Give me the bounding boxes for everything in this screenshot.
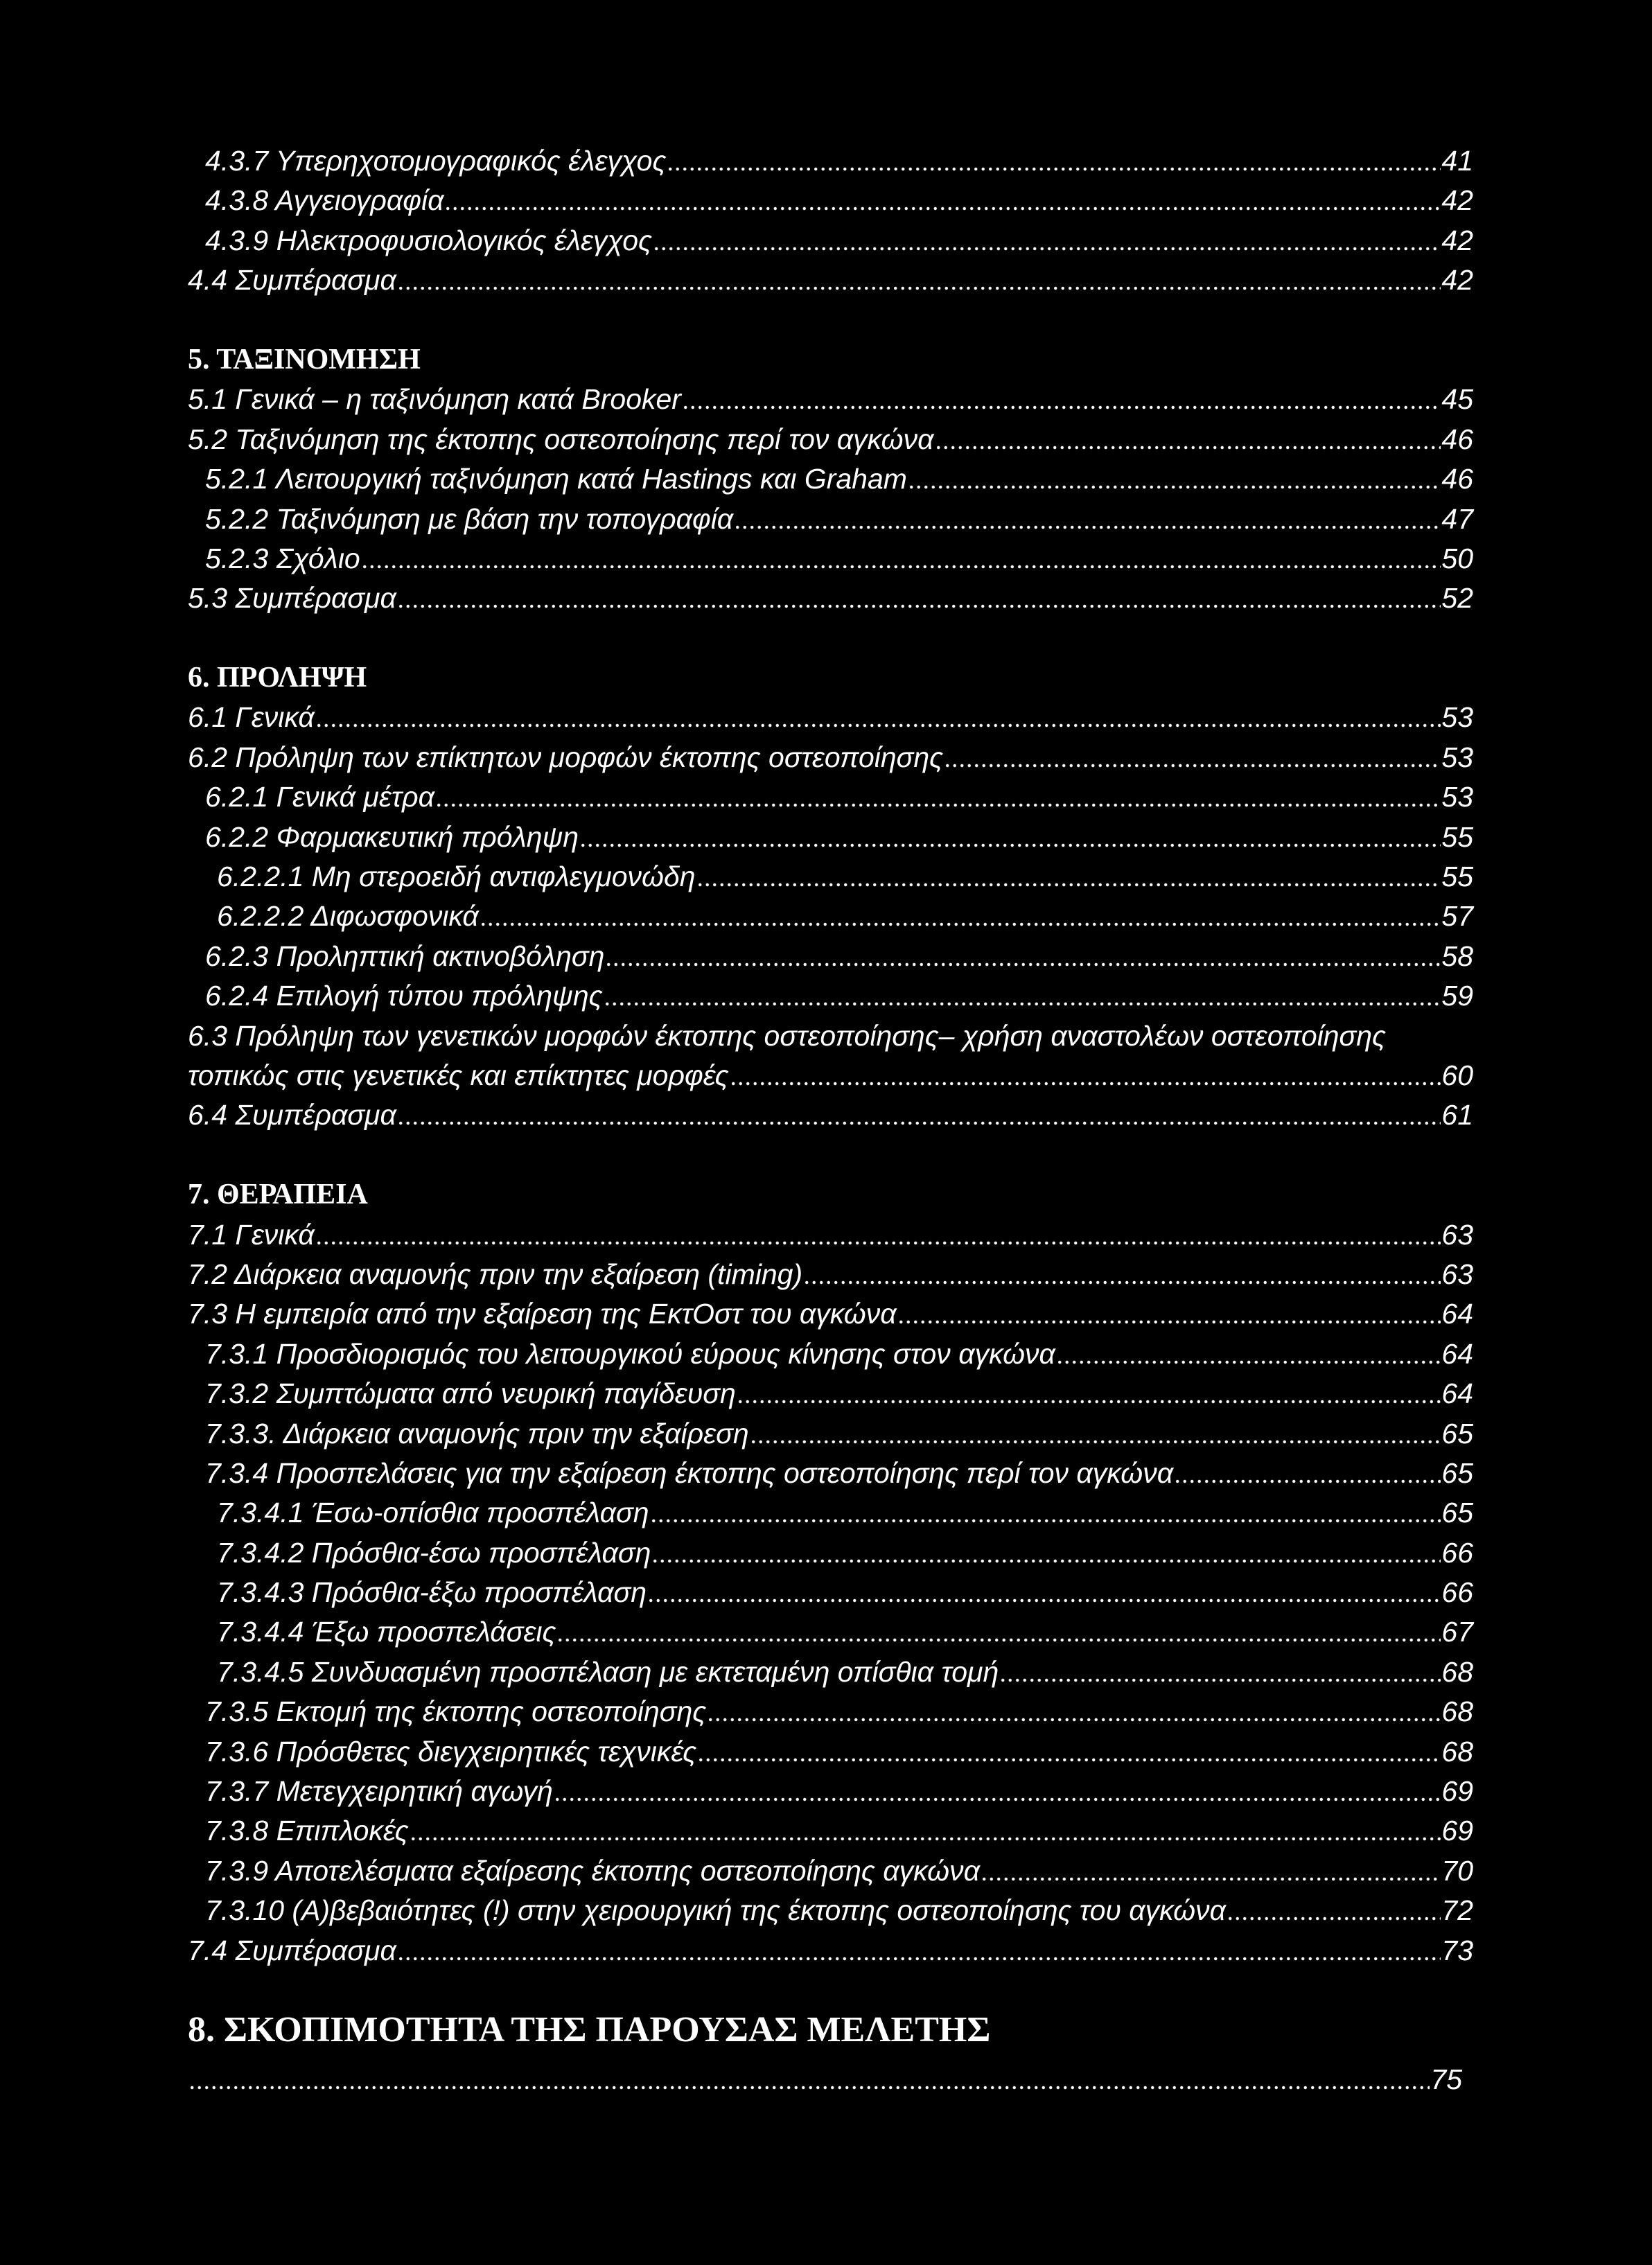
- toc-entry: [188, 1931, 1473, 1971]
- toc-entry-page: 55: [1441, 861, 1473, 893]
- toc-entry-page: 69: [1441, 1775, 1473, 1808]
- toc-entry-page: 50: [1441, 542, 1473, 574]
- toc-entry-page: 68: [1441, 1655, 1473, 1688]
- section-heading: 5. ΤΑΞΙΝΟΜΗΣΗ: [188, 343, 421, 376]
- leader-dots: [999, 1653, 1441, 1692]
- toc-entry-page: 65: [1441, 1497, 1473, 1529]
- leader-dots: [897, 1294, 1441, 1334]
- toc-entry-page: 42: [1441, 184, 1473, 217]
- toc-entry: [188, 1255, 1473, 1294]
- toc-entry-page: 64: [1441, 1377, 1473, 1410]
- toc-entry-title: 6.2.4 Επιλογή τύπου πρόληψης: [205, 980, 603, 1012]
- toc-entry: [188, 1215, 1473, 1255]
- toc-entry-title: 7.4 Συμπέρασμα: [188, 1934, 396, 1966]
- toc-entry-page: 52: [1441, 582, 1473, 615]
- toc-entry: [188, 1334, 1473, 1374]
- leader-dots: [981, 1851, 1441, 1891]
- leader-dots: [682, 380, 1441, 419]
- toc-entry-title: 5.3 Συμπέρασμα: [188, 582, 396, 615]
- toc-entry-page: 55: [1441, 820, 1473, 853]
- toc-entry: [188, 459, 1473, 499]
- toc-entry: [188, 420, 1473, 459]
- toc-entry-title: 6.2.2 Φαρμακευτική πρόληψη: [205, 820, 579, 853]
- toc-entry: [188, 1851, 1473, 1891]
- toc-entry: [188, 738, 1473, 777]
- leader-dots: [579, 818, 1441, 857]
- leader-dots: [188, 2060, 1430, 2099]
- leader-dots: [730, 1056, 1441, 1095]
- toc-entry-title: 4.4 Συμπέρασμα: [188, 264, 396, 297]
- toc-entry-page: 63: [1441, 1258, 1473, 1290]
- toc-entry-page: 42: [1441, 264, 1473, 297]
- toc-entry-title: 4.3.8 Αγγειογραφία: [205, 184, 444, 217]
- toc-entry-title: 7.3.6 Πρόσθετες διεγχειρητικές τεχνικές: [205, 1735, 697, 1768]
- toc-entry: [188, 221, 1473, 261]
- toc-entry-title: 7.3.2 Συμπτώματα από νευρική παγίδευση: [205, 1377, 736, 1410]
- toc-entry-title: 7.2 Διάρκεια αναμονής πριν την εξαίρεση (timing): [188, 1258, 803, 1290]
- toc-entry-title: 6.2.3 Προληπτική ακτινοβόληση: [205, 940, 605, 972]
- leader-dots: [604, 976, 1441, 1016]
- toc-entry-page: 68: [1441, 1695, 1473, 1728]
- toc-entry-page: 68: [1441, 1735, 1473, 1768]
- toc-entry-page: 53: [1441, 741, 1473, 773]
- toc-entry-title: 5.2 Ταξινόμηση της έκτοπης οστεοποίησης περί τον αγκώνα: [188, 423, 934, 455]
- toc-entry: [188, 1493, 1473, 1533]
- toc-entry: [188, 1653, 1473, 1692]
- leader-dots: [444, 181, 1441, 220]
- toc-entry-title: 7.3.4.4 Έξω προσπελάσεις: [217, 1616, 556, 1648]
- toc-entry: [188, 1732, 1473, 1772]
- leader-dots: [315, 1215, 1441, 1255]
- toc-entry-title: 6.2.2.1 Μη στεροειδή αντιφλεγμονώδη: [217, 861, 696, 893]
- leader-dots: [1227, 1891, 1441, 1930]
- leader-dots: [653, 221, 1441, 261]
- toc-entry: [188, 1573, 1473, 1612]
- toc-entry-page: 45: [1441, 383, 1473, 416]
- leader-dots: [605, 937, 1441, 976]
- toc-entry-title: 7.3.4.3 Πρόσθια-έξω προσπέλαση: [217, 1576, 647, 1609]
- toc-entry-page: 58: [1441, 940, 1473, 972]
- leader-dots: [397, 579, 1441, 618]
- toc-entry: [188, 539, 1473, 579]
- toc-entry: [188, 1772, 1473, 1811]
- leader-dots: [397, 1095, 1441, 1135]
- leader-dots: [707, 1692, 1441, 1731]
- toc-entry: [188, 1374, 1473, 1413]
- leader-dots: [556, 1612, 1441, 1652]
- toc-entry-title: 7.3.4.1 Έσω-οπίσθια προσπέλαση: [217, 1497, 649, 1529]
- toc-entry: [188, 380, 1473, 419]
- toc-entry-title: 6.2 Πρόληψη των επίκτητων μορφών έκτοπης οστεοποίησης: [188, 741, 944, 773]
- toc-entry: [188, 1533, 1473, 1573]
- toc-entry: [188, 2060, 1473, 2099]
- toc-entry: [188, 857, 1473, 897]
- leader-dots: [397, 1931, 1441, 1971]
- toc-entry-page: 66: [1441, 1576, 1473, 1609]
- toc-entry: [188, 1811, 1473, 1851]
- toc-entry-page: 75: [1430, 2063, 1462, 2095]
- toc-entry: [188, 976, 1473, 1016]
- leader-dots: [935, 420, 1441, 459]
- toc-entry-title-continued: τοπικώς στις γενετικές και επίκτητες μορφές: [188, 1059, 729, 1091]
- toc-entry-title: 4.3.9 Ηλεκτροφυσιολογικός έλεγχος: [205, 224, 652, 256]
- toc-entry-title: 7.3.8 Επιπλοκές: [205, 1815, 409, 1847]
- leader-dots: [734, 500, 1441, 539]
- toc-entry-title: 6.3 Πρόληψη των γενετικών μορφών έκτοπης οστεοποίησης– χρήση αναστολέων οστεοποίησης: [188, 1019, 1386, 1052]
- toc-entry: [188, 1891, 1473, 1930]
- leader-dots: [944, 738, 1441, 777]
- toc-entry: [188, 1095, 1473, 1135]
- toc-entry: [188, 1612, 1473, 1652]
- leader-dots: [667, 141, 1441, 181]
- leader-dots: [750, 1414, 1441, 1454]
- leader-dots: [908, 459, 1441, 499]
- leader-dots: [696, 857, 1441, 897]
- toc-entry-page: 65: [1441, 1417, 1473, 1449]
- leader-dots: [410, 1811, 1441, 1851]
- toc-entry-page: 41: [1441, 145, 1473, 177]
- toc-entry-page: 65: [1441, 1456, 1473, 1489]
- toc-entry-title: 6.2.2.2 Διφωσφονικά: [217, 900, 479, 933]
- leader-dots: [650, 1493, 1441, 1533]
- toc-entry-page: 53: [1441, 701, 1473, 734]
- leader-dots: [1174, 1454, 1441, 1493]
- leader-dots: [651, 1533, 1441, 1573]
- toc-entry-title: 7.3.3. Διάρκεια αναμονής πριν την εξαίρεση: [205, 1417, 749, 1449]
- toc-entry-title: 7.3.5 Εκτομή της έκτοπης οστεοποίησης: [205, 1695, 707, 1728]
- toc-entry-page: 53: [1441, 781, 1473, 813]
- toc-entry: [188, 579, 1473, 618]
- toc-entry-page: 47: [1441, 502, 1473, 535]
- section-heading: 7. ΘΕΡΑΠΕΙΑ: [188, 1179, 368, 1211]
- toc-entry-title: 7.3.4 Προσπελάσεις για την εξαίρεση έκτοπης οστεοποίησης περί τον αγκώνα: [205, 1456, 1174, 1489]
- toc-entry-title: 4.3.7 Υπερηχοτομογραφικός έλεγχος: [205, 145, 667, 177]
- toc-entry-title: 7.1 Γενικά: [188, 1218, 315, 1251]
- toc-entry: [188, 818, 1473, 857]
- toc-entry-page: 46: [1441, 463, 1473, 495]
- toc-entry-title: 7.3.9 Αποτελέσματα εξαίρεσης έκτοπης οστεοποίησης αγκώνα: [205, 1854, 980, 1887]
- leader-dots: [361, 539, 1441, 579]
- leader-dots: [435, 777, 1441, 817]
- toc-entry-title: 6.4 Συμπέρασμα: [188, 1099, 396, 1131]
- toc-entry-page: 60: [1441, 1059, 1473, 1091]
- toc-entry-page: 59: [1441, 980, 1473, 1012]
- toc-entry-first-line: [188, 1016, 1473, 1056]
- table-of-contents: [188, 141, 1473, 2099]
- leader-dots: [647, 1573, 1441, 1612]
- leader-dots: [697, 1732, 1441, 1772]
- toc-entry-title: 7.3.4.2 Πρόσθια-έσω προσπέλαση: [217, 1536, 651, 1569]
- toc-entry-title: 5.2.1 Λειτουργική ταξινόμηση κατά Hastings και Graham: [205, 463, 907, 495]
- toc-entry-title: 7.3 Η εμπειρία από την εξαίρεση της ΕκτΟστ του αγκώνα: [188, 1298, 897, 1330]
- toc-entry-page: 61: [1441, 1099, 1473, 1131]
- toc-entry-page: 64: [1441, 1337, 1473, 1370]
- toc-entry-title: 7.3.10 (Α)βεβαιότητες (!) στην χειρουργική της έκτοπης οστεοποίησης του αγκώνα: [205, 1894, 1226, 1927]
- toc-entry: [188, 1692, 1473, 1731]
- toc-entry: [188, 937, 1473, 976]
- toc-entry-title: 6.2.1 Γενικά μέτρα: [205, 781, 435, 813]
- toc-entry: [188, 1294, 1473, 1334]
- toc-entry-page: 64: [1441, 1298, 1473, 1330]
- leader-dots: [397, 261, 1441, 300]
- leader-dots: [315, 698, 1441, 737]
- toc-entry-title: 7.3.7 Μετεγχειρητική αγωγή: [205, 1775, 553, 1808]
- toc-entry-title: 6.1 Γενικά: [188, 701, 315, 734]
- toc-entry: [188, 181, 1473, 220]
- toc-entry-continuation: [188, 1056, 1473, 1095]
- leader-dots: [737, 1374, 1441, 1413]
- toc-entry-title: 5.2.3 Σχόλιο: [205, 542, 360, 574]
- toc-entry-title: 7.3.1 Προσδιορισμός του λειτουργικού εύρους κίνησης στον αγκώνα: [205, 1337, 1055, 1370]
- toc-entry-title: 5.2.2 Ταξινόμηση με βάση την τοπογραφία: [205, 502, 734, 535]
- section-heading: 6. ΠΡΟΛΗΨΗ: [188, 662, 367, 694]
- toc-entry-page: 63: [1441, 1218, 1473, 1251]
- toc-entry: [188, 777, 1473, 817]
- toc-entry-page: 66: [1441, 1536, 1473, 1569]
- toc-entry-page: 70: [1441, 1854, 1473, 1887]
- leader-dots: [1056, 1334, 1441, 1374]
- leader-dots: [554, 1772, 1441, 1811]
- toc-entry: [188, 698, 1473, 737]
- section-heading: 8. ΣΚΟΠΙΜΟΤΗΤΑ ΤΗΣ ΠΑΡΟΥΣΑΣ ΜΕΛΕΤΗΣ: [188, 2010, 991, 2050]
- leader-dots: [803, 1255, 1441, 1294]
- toc-entry-title: 7.3.4.5 Συνδυασμένη προσπέλαση με εκτεταμένη οπίσθια τομή: [217, 1655, 999, 1688]
- toc-entry-page: 46: [1441, 423, 1473, 455]
- toc-entry-page: 42: [1441, 224, 1473, 256]
- toc-entry-page: 67: [1441, 1616, 1473, 1648]
- toc-entry-page: 69: [1441, 1815, 1473, 1847]
- toc-entry: [188, 261, 1473, 300]
- toc-entry: [188, 141, 1473, 181]
- leader-dots: [480, 897, 1441, 936]
- toc-entry: [188, 1414, 1473, 1454]
- toc-entry-page: 73: [1441, 1934, 1473, 1966]
- toc-entry: [188, 1454, 1473, 1493]
- toc-entry: [188, 500, 1473, 539]
- toc-entry-page: 72: [1441, 1894, 1473, 1927]
- toc-entry-title: 5.1 Γενικά – η ταξινόμηση κατά Brooker: [188, 383, 681, 416]
- toc-entry: [188, 897, 1473, 936]
- toc-entry-page: 57: [1441, 900, 1473, 933]
